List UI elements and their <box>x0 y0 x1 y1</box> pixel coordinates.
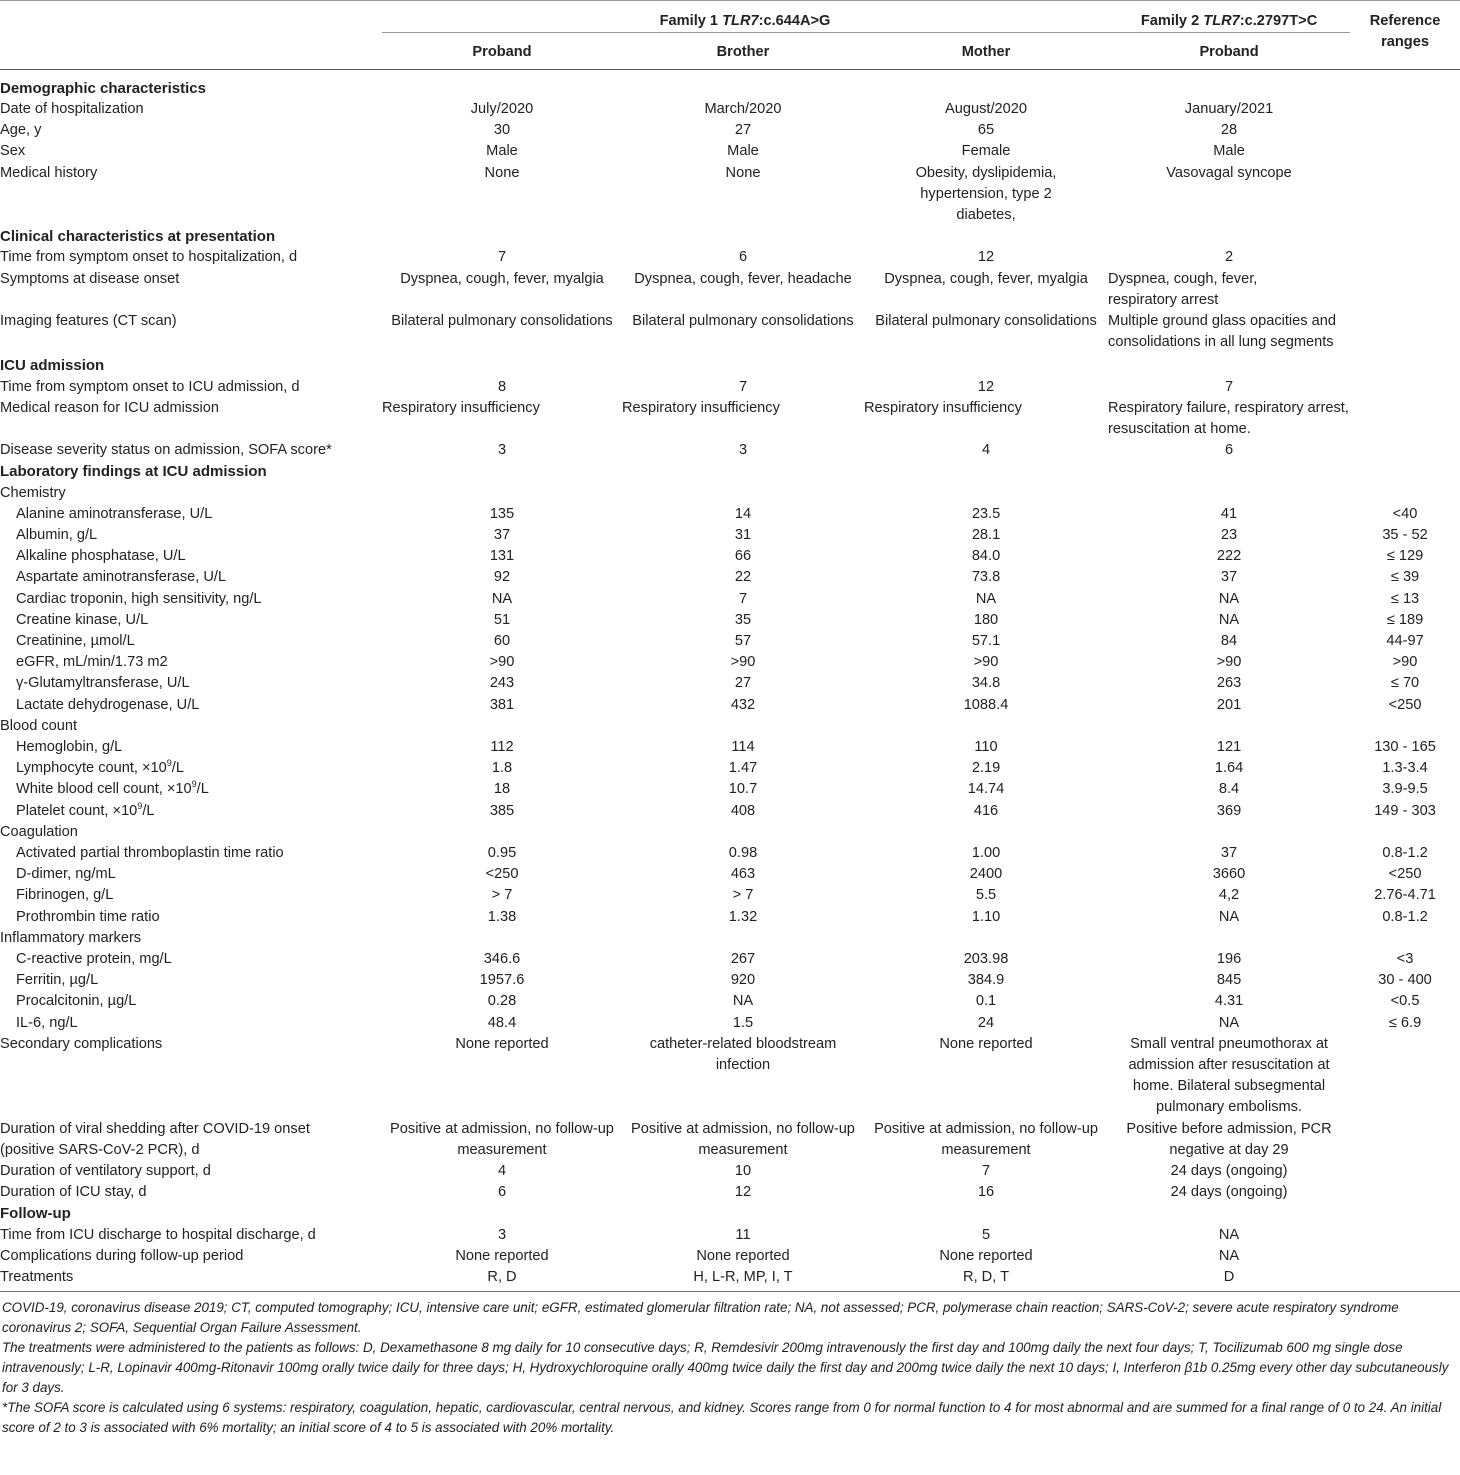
row-albumin: Albumin, g/L 37 31 28.1 23 35 - 52 <box>16 526 1428 543</box>
group-coagulation: Coagulation <box>0 823 78 840</box>
col-brother: Brother <box>622 33 864 70</box>
section-demographic: Demographic characteristics <box>0 79 206 97</box>
family1-header: Family 1 TLR7:c.644A>G <box>382 1 1108 33</box>
reference-header: Reference ranges <box>1350 1 1460 70</box>
col-mother: Mother <box>864 33 1108 70</box>
row-onset-hosp: Time from symptom onset to hospitalization, d 7 6 12 2 <box>0 249 1234 266</box>
row-sofa: Disease severity status on admission, SOFA score* 3 3 4 6 <box>0 442 1234 459</box>
footnote-abbreviations: COVID-19, coronavirus disease 2019; CT, computed tomography; ICU, intensive care unit; eGFR, estimated glomerular filtration rate; NA, not assessed; PCR, polymerase chain reaction; SARS-CoV-2; severe acute respiratory syndrome coronavirus 2; SOFA, Sequential Organ Failure Assessment. <box>2 1300 1399 1336</box>
row-treatments: Treatments R, D H, L-R, MP, I, T R, D, T D <box>0 1267 1460 1292</box>
row-il6: IL-6, ng/L 48.4 1.5 24 NA ≤ 6.9 <box>16 1014 1422 1031</box>
col-proband-2: Proband <box>1108 33 1350 70</box>
row-imaging: Imaging features (CT scan) Bilateral pulmonary consolidations Bilateral pulmonary consolidations Bilateral pulmonary consolidations Multiple ground glass opacities and consolidations in all lung segments <box>0 312 1336 351</box>
section-clinical: Clinical characteristics at presentation <box>0 228 276 246</box>
group-chemistry: Chemistry <box>0 484 66 501</box>
row-complications: Secondary complications None reported catheter-related bloodstream infection None reported Small ventral pneumothorax at admission after resuscitation at home. Bilateral subsegmental pulmonary embolisms. <box>0 1035 1330 1116</box>
row-platelet: Platelet count, $\times 10^9/L$ 385 408 416 369 149 - 303 <box>16 800 1436 819</box>
col-proband-1: Proband <box>382 33 622 70</box>
row-ast: Aspartate aminotransferase, U/L 92 22 73.8 37 ≤ 39 <box>16 569 1420 586</box>
row-shedding: Duration of viral shedding after COVID-19 onset (positive SARS-CoV-2 PCR), d Positive at admission, no follow-up measurement Positive at admission, no follow-up measurement Positive at admission, no follow-up measurement Positive before admission, PCR negative at day 29 <box>0 1120 1332 1158</box>
row-history: Medical history None None Obesity, dyslipidemia, hypertension, type 2 diabetes, Vasovagal syncope <box>0 164 1292 223</box>
row-egfr: eGFR, mL/min/1.73 m2 >90 >90 >90 >90 >90 <box>16 654 1418 671</box>
row-troponin: Cardiac troponin, high sensitivity, ng/L NA 7 NA NA ≤ 13 <box>16 590 1420 607</box>
row-pt: Prothrombin time ratio 1.38 1.32 1.10 NA 0.8-1.2 <box>16 908 1428 925</box>
group-inflammatory: Inflammatory markers <box>0 929 142 946</box>
row-fu-complications: Complications during follow-up period None reported None reported None reported NA <box>0 1247 1240 1264</box>
group-blood: Blood count <box>0 717 78 734</box>
row-hemoglobin: Hemoglobin, g/L 112 114 110 121 130 - 165 <box>16 739 1436 755</box>
row-age: Age, y 30 27 65 28 <box>0 122 1238 139</box>
footnote-sofa: *The SOFA score is calculated using 6 systems: respiratory, coagulation, hepatic, cardiovascular, central nervous, and kidney. Scores range from 0 for normal function to 4 for most abnormal and are summed for a final range of 0 to 24. An initial score of 2 to 3 is associated with 6% mortality; an initial score of 4 to 5 is associated with 20% mortality. <box>2 1400 1442 1436</box>
row-fibrinogen: Fibrinogen, g/L > 7 > 7 5.5 4,2 2.76-4.71 <box>16 887 1436 904</box>
row-ventilation: Duration of ventilatory support, d 4 10 7 24 days (ongoing) <box>0 1163 1288 1180</box>
table-footnotes <box>2 1298 1454 1438</box>
row-ldh: Lactate dehydrogenase, U/L 381 432 1088.4 201 <250 <box>16 696 1422 713</box>
row-onset-icu: Time from symptom onset to ICU admission, d 8 7 12 7 <box>0 378 1234 395</box>
row-crp: C-reactive protein, mg/L 346.6 267 203.98 196 <3 <box>16 951 1414 968</box>
row-reason: Medical reason for ICU admission Respiratory insufficiency Respiratory insufficiency Respiratory insufficiency Respiratory failure, respiratory arrest, resuscitation at home. <box>0 399 1349 437</box>
row-icu-stay: Duration of ICU stay, d 6 12 16 24 days (ongoing) <box>0 1184 1288 1201</box>
row-date: Date of hospitalization July/2020 March/2020 August/2020 January/2021 <box>0 100 1274 117</box>
section-icu: ICU admission <box>0 357 105 375</box>
section-followup: Follow-up <box>0 1205 71 1223</box>
family2-header: Family 2 TLR7:c.2797T>C <box>1108 1 1350 33</box>
footnote-treatments: The treatments were administered to the patients as follows: D, Dexamethasone 8 mg daily for 10 consecutive days; R, Remdesivir 200mg intravenously the first day and 100mg daily the next four days; T, Tocilizumab 600 mg single dose intravenously; L-R, Lopinavir 400mg-Ritonavir 100mg orally twice daily for three days; H, Hydroxychloroquine orally 400mg twice daily the first day and 200mg twice daily the next 10 days; I, Interferon β1b 0.25mg every other day subcutaneously for 3 days. <box>2 1340 1449 1396</box>
row-icu-to-discharge: Time from ICU discharge to hospital discharge, d 3 11 5 NA <box>0 1226 1240 1243</box>
row-ferritin: Ferritin, µg/L 1957.6 920 384.9 845 30 - 400 <box>16 972 1432 989</box>
row-symptoms: Symptoms at disease onset Dyspnea, cough, fever, myalgia Dyspnea, cough, fever, headache Dyspnea, cough, fever, myalgia Dyspnea, cough, fever, respiratory arrest <box>0 270 1258 308</box>
row-alp: Alkaline phosphatase, U/L 131 66 84.0 222 ≤ 129 <box>16 548 1424 565</box>
row-procalcitonin: Procalcitonin, µg/L 0.28 NA 0.1 4.31 <0.5 <box>16 993 1420 1010</box>
row-aptt: Activated partial thromboplastin time ratio 0.95 0.98 1.00 37 0.8-1.2 <box>16 845 1428 862</box>
row-sex: Sex Male Male Female Male <box>0 143 1245 160</box>
row-wbc: White blood cell count, $\times 10^9/L$ 18 10.7 14.74 8.4 3.9-9.5 <box>16 779 1428 798</box>
row-creatinine: Creatinine, µmol/L 60 57 57.1 84 44-97 <box>16 632 1424 649</box>
row-ggt: γ-Glutamyltransferase, U/L 243 27 34.8 263 ≤ 70 <box>16 675 1420 692</box>
row-alt: Alanine aminotransferase, U/L 135 14 23.5 41 <40 <box>16 505 1418 522</box>
section-lab: Laboratory findings at ICU admission <box>0 463 267 481</box>
row-lymphocyte: Lymphocyte count, $\times 10^9/L$ 1.8 1.47 2.19 1.64 1.3-3.4 <box>16 758 1428 777</box>
row-ddimer: D-dimer, ng/mL <250 463 2400 3660 <250 <box>16 866 1422 883</box>
row-ck: Creatine kinase, U/L 51 35 180 NA ≤ 189 <box>16 611 1424 628</box>
